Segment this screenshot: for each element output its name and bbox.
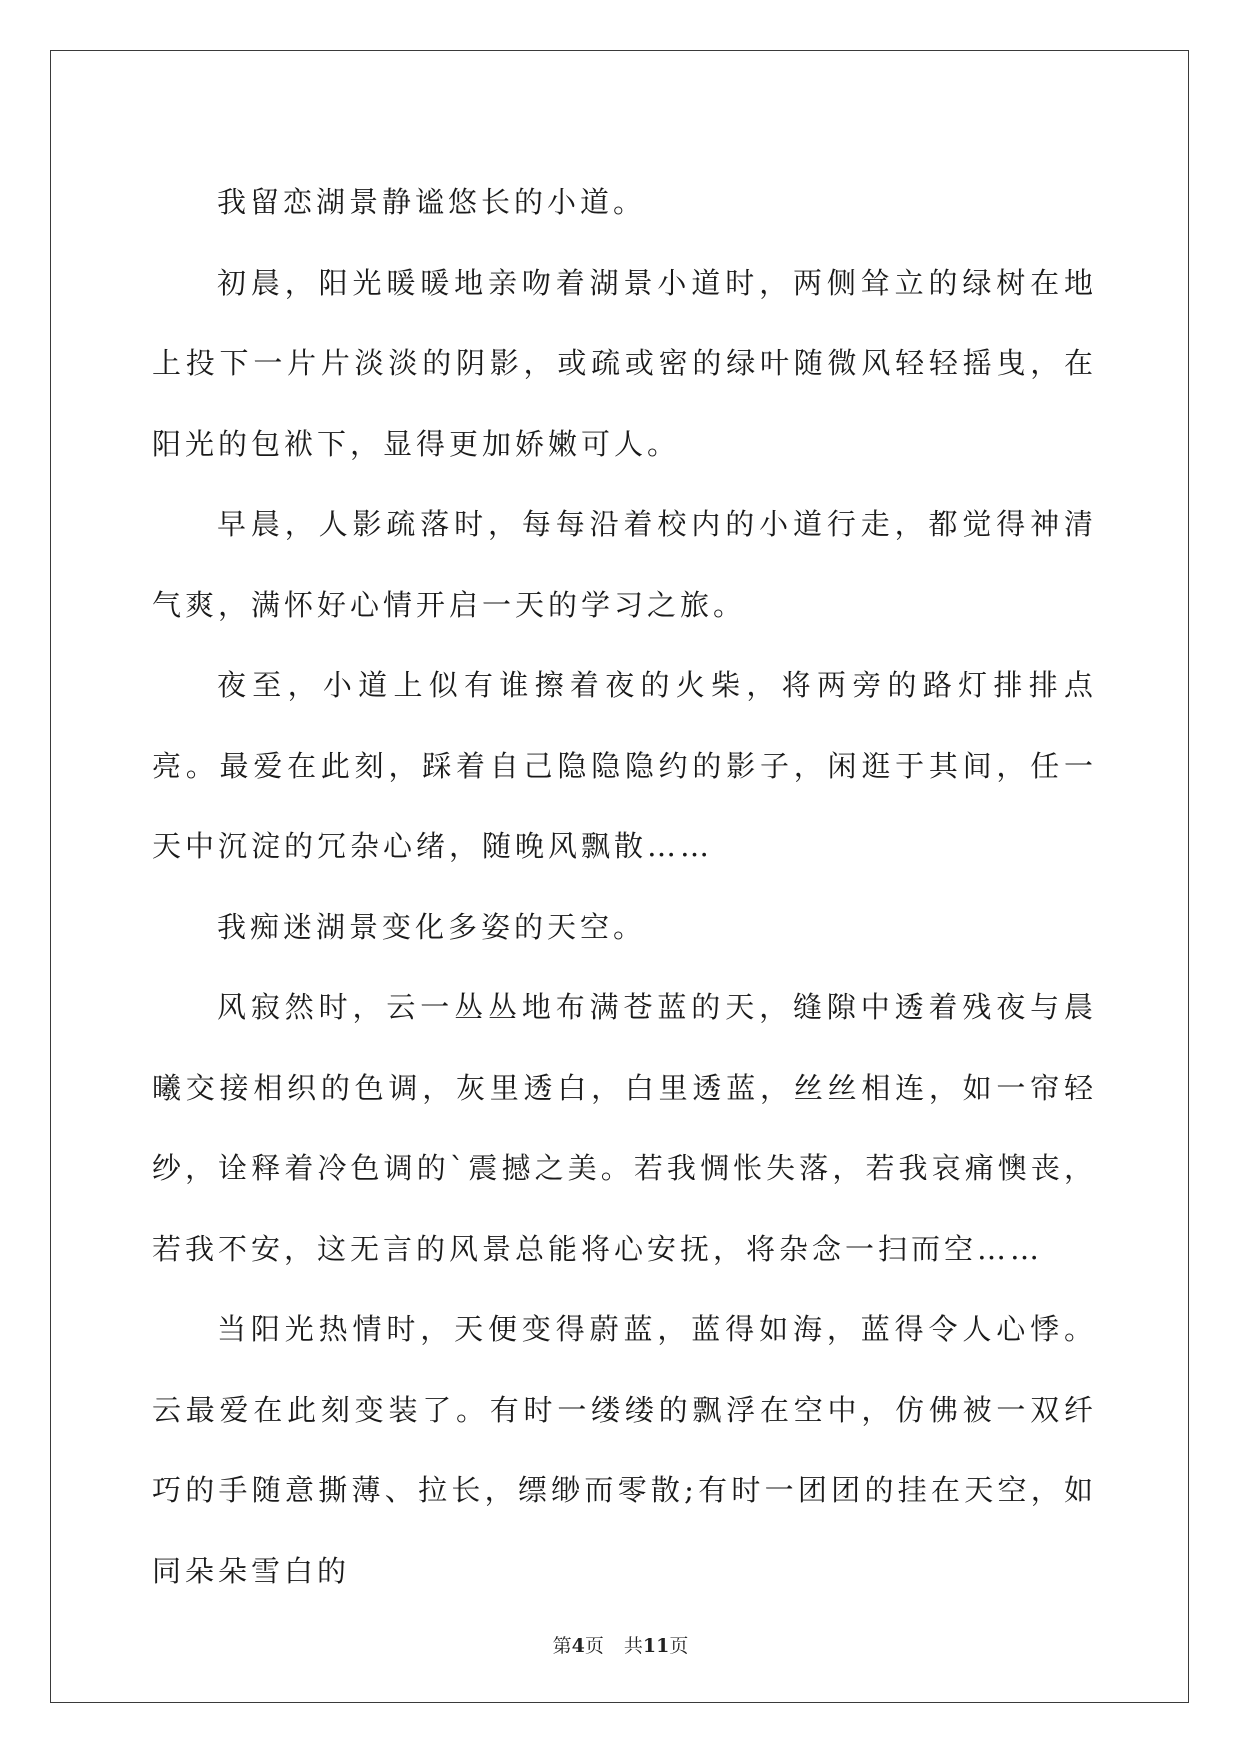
total-prefix: 共 bbox=[623, 1635, 643, 1657]
page-number: 4 bbox=[571, 1635, 585, 1657]
paragraph: 初晨，阳光暖暖地亲吻着湖景小道时，两侧耸立的绿树在地上投下一片片淡淡的阴影，或疏或密的绿叶随微风轻轻摇曳，在阳光的包袱下，显得更加娇嫩可人。 bbox=[152, 265, 1097, 461]
page-footer bbox=[0, 1631, 1241, 1658]
page-prefix: 第 bbox=[552, 1635, 572, 1657]
paragraph: 我痴迷湖景变化多姿的天空。 bbox=[217, 909, 647, 944]
paragraph: 夜至，小道上似有谁擦着夜的火柴，将两旁的路灯排排点亮。最爱在此刻，踩着自己隐隐隐约的影子，闲逛于其间，任一天中沉淀的冗杂心绪，随晚风飘散…… bbox=[152, 668, 1097, 863]
total-pages: 11 bbox=[642, 1635, 670, 1657]
page-suffix: 页 bbox=[584, 1635, 604, 1657]
paragraph: 当阳光热情时，天便变得蔚蓝，蓝得如海，蓝得令人心悸。云最爱在此刻变装了。有时一缕缕的飘浮在空中，仿佛被一双纤巧的手随意撕薄、拉长，缥缈而零散;有时一团团的挂在天空，如同朵朵雪白的 bbox=[152, 1312, 1097, 1588]
paragraph: 早晨，人影疏落时，每每沿着校内的小道行走，都觉得神清气爽，满怀好心情开启一天的学习之旅。 bbox=[152, 507, 1097, 622]
document-body bbox=[152, 162, 1097, 1611]
paragraph: 风寂然时，云一丛丛地布满苍蓝的天，缝隙中透着残夜与晨曦交接相织的色调，灰里透白，白里透蓝，丝丝相连，如一帘轻纱，诠释着冷色调的`震撼之美。若我惆怅失落，若我哀痛懊丧，若我不安，这无言的风景总能将心安抚，将杂念一扫而空…… bbox=[152, 990, 1097, 1266]
total-suffix: 页 bbox=[669, 1635, 689, 1657]
paragraph: 我留恋湖景静谧悠长的小道。 bbox=[217, 185, 647, 219]
